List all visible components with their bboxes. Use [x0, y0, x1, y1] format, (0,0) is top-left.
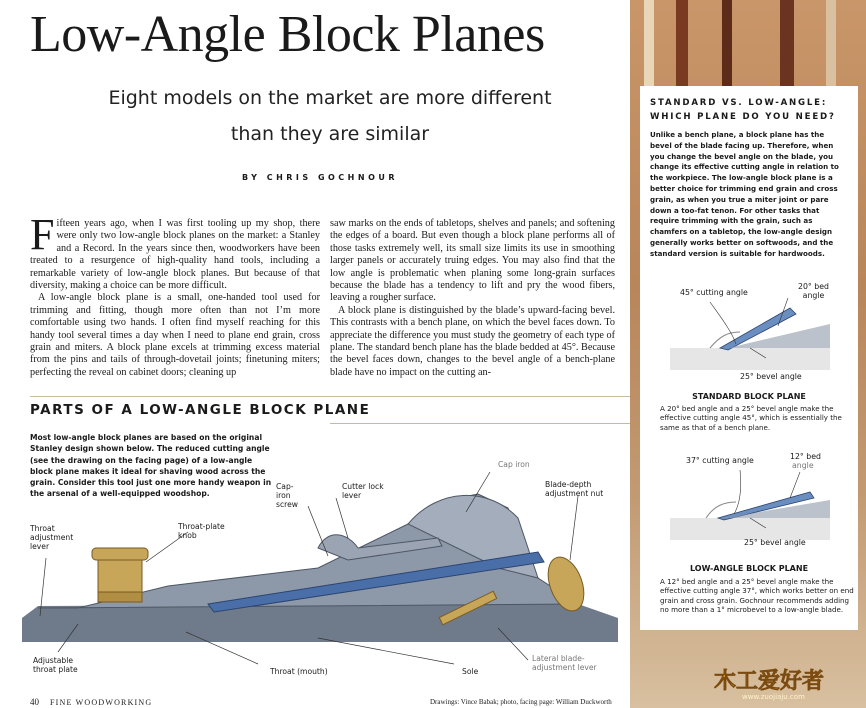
low-angle-plane-title: LOW-ANGLE BLOCK PLANE [689, 564, 809, 573]
low-angle-plane-caption: A 12° bed angle and a 25° bevel angle make the effective cutting angle 37°, which works better on end grain and cross grain. Gochnour recommends adding no more than a 1° microbevel to a low-angle blade. [660, 577, 854, 614]
label-lateral-blade-lever: Lateral blade- adjustment lever [532, 654, 597, 672]
workpiece [670, 518, 830, 540]
throat-knob-top [92, 548, 148, 560]
article-subtitle-line1: Eight models on the market are more different [108, 87, 552, 109]
block-plane-illustration [18, 428, 628, 683]
label-cap-iron: Cap iron [498, 460, 530, 469]
sidebar-box [640, 86, 858, 630]
standard-bed-angle-label: 20° bed angle [798, 282, 829, 300]
byline: BY CHRIS GOCHNOUR [241, 173, 399, 182]
article-subtitle-line2: than they are similar [230, 123, 430, 145]
throat-knob-base [98, 592, 142, 602]
watermark-logo-text: 木工爱好者 [714, 669, 825, 694]
paragraph-text: ifteen years ago, when I was first tooling up my shop, there were only two low-angle block planes on the market: a Stanley and a Record. In the years since then, woodworkers have been treated to a resurgence of high-quality hand tools, including a remarkable variety of low-angle block planes. But because of that diversity, making a choice can be more difficult. [30, 218, 320, 292]
workpiece [670, 348, 830, 370]
parts-intro: Most low-angle block planes are based on the original Stanley design shown below. The reduced cutting angle (see the drawing on the facing page) of a low-angle block plane makes it ideal for shaving wood across the grain. Consider this tool just one more handy weapon in the arsenal of a well-equipped woodshop. [30, 433, 272, 499]
drop-cap: F [30, 210, 55, 259]
section-rule [30, 396, 630, 397]
standard-bevel-angle-label: 25° bevel angle [740, 372, 802, 381]
label-cap-iron-screw: Cap- iron screw [276, 482, 298, 509]
low-bed-angle-label: 12° bed [790, 452, 821, 461]
label-throat-plate-knob: Throat-plate knob [178, 522, 225, 540]
paragraph: A low-angle block plane is a small, one-handed tool used for trimming and fitting, though more often than not I’m more comfortable using two hands. I often find myself reaching for this handy tool several times a day when I need to plane end grain, cross grain and miters. A block plane excels at trimming excess material from the pins and tails of through-dovetail joints; finetuning miters; perfecting the reveal on cabinet doors; cleaning up [30, 292, 320, 378]
sidebar-title: STANDARD VS. LOW-ANGLE: WHICH PLANE DO YOU NEED? [650, 98, 836, 122]
sidebar-text: Unlike a bench plane, a block plane has the bevel of the blade facing up. Therefore, when you change the bevel angle on the blade, you change its effective cutting angle in relation to the workpiece. The low-angle block plane is a better choice for trimming end grain and cross grain, as when you true a miter joint or pare down a too-fat tenon. For other tasks that require trimming with the grain, such as chamfers on a tabletop, the low-angle design generally works better on softwoods, and the standard version is suitable for hardwoods. [650, 130, 839, 258]
magazine-name: FINE WOODWORKING [50, 698, 153, 707]
standard-cutting-angle-label: 45° cutting angle [680, 288, 748, 297]
plane-sole [22, 604, 618, 642]
page-number: 40 [30, 697, 39, 707]
paragraph [30, 210, 320, 292]
section-rule [330, 423, 630, 424]
throat-knob-body [98, 560, 142, 592]
label-throat-adjustment-lever: Throat adjustment lever [30, 524, 74, 551]
standard-plane-caption: A 20° bed angle and a 25° bevel angle make the effective cutting angle 45°, which is essentially the same as that of a bench plane. [660, 404, 842, 432]
paragraph: saw marks on the ends of tabletops, shelves and panels; and softening the edges of a board. But even though a block plane performs all of those tasks extremely well, its small size limits its use in smoothing larger panels or accurately truing edges. You may also find that the low angle is problematic when planing some long-grain surfaces because the blade has a tendency to lift and pry the wood fibers, leaving a rougher surface. [330, 218, 615, 304]
standard-plane-title: STANDARD BLOCK PLANE [692, 392, 806, 401]
body-column-right [330, 218, 615, 379]
low-bed-angle-label-line2: angle [792, 461, 814, 470]
body-column-left [30, 210, 320, 379]
paragraph: A block plane is distinguished by the blade’s upward-facing bevel. This contrasts with a bench plane, on which the bevel faces down. To appreciate the difference you must study the geometry of each type of plane. The standard bench plane has the blade bedded at 45°. Because the bevel faces down, changes to the bevel angle of a bench-plane blade have no impact on the cutting an- [330, 304, 615, 378]
photo-credit: Drawings: Vince Babak; photo, facing page: William Duckworth [430, 698, 612, 706]
label-blade-depth-nut: Blade-depth adjustment nut [545, 480, 604, 498]
label-cutter-lock-lever: Cutter lock lever [342, 482, 384, 500]
low-bevel-angle-label: 25° bevel angle [744, 538, 806, 547]
label-sole: Sole [462, 667, 479, 676]
label-adjustable-throat-plate: Adjustable throat plate [33, 656, 78, 674]
watermark-url: www.zuojiaju.com [742, 693, 805, 701]
parts-heading: PARTS OF A LOW-ANGLE BLOCK PLANE [30, 402, 371, 418]
watermark-logo [712, 662, 862, 702]
low-angle-plane-diagram [670, 458, 830, 548]
label-throat-mouth: Throat (mouth) [270, 667, 328, 676]
low-cutting-angle-label: 37° cutting angle [686, 456, 754, 465]
article-title: Low-Angle Block Planes [30, 6, 545, 63]
